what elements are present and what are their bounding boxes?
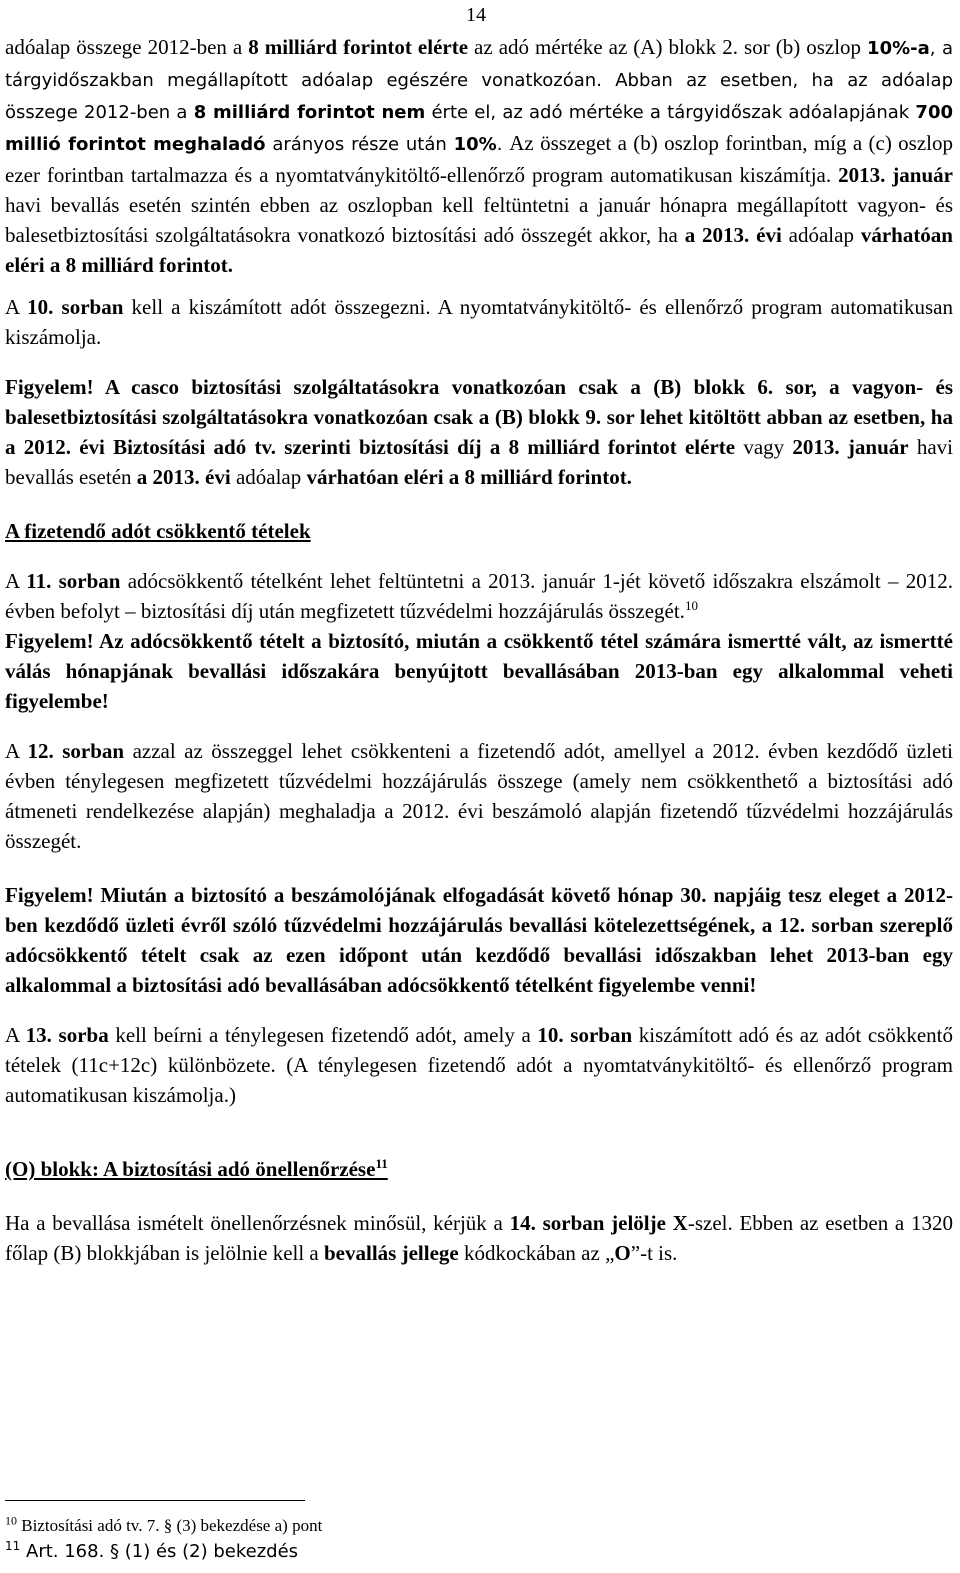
page-number: 14 (466, 4, 486, 26)
footnotes (5, 1514, 945, 1566)
section-heading-deductions: A fizetendő adót csökkentő tételek (5, 519, 311, 543)
paragraph-row-10: A 10. sorban kell a kiszámított adót összegezni. A nyomtatványkitöltő- és ellenőrző program automatikusan kiszámolja. (5, 295, 953, 349)
footnote-10: $^{10}$ Biztosítási adó tv. 7. § (3) bekezdése a) pont (5, 1513, 323, 1535)
section-heading-self-revision: (O) blokk: A biztosítási adó önellenőrzése$^{11}$ (5, 1156, 388, 1181)
footnote-11: $^{11}$ Art. 168. § (1) és (2) bekezdés (5, 1539, 299, 1562)
paragraph-warning-casco: Figyelem! A casco biztosítási szolgáltatásokra vonatkozóan csak a (B) blokk 6. sor, a vagyon- és balesetbiztosítási szolgáltatásokra vonatkozóan csak a (B) blokk 9. sor lehet kitöltött abban az esetben, ha a 2012. évi Biztosítási adó tv. szerinti biztosítási díj a 8 milliárd forintot elérte vagy 2013. január havi bevallás esetén a 2013. évi adóalap várhatóan eléri a 8 milliárd forintot. (5, 375, 953, 489)
document-body (5, 32, 953, 1268)
paragraph-row-12: A 12. sorban azzal az összeggel lehet csökkenteni a fizetendő adót, amellyel a 2012. évben kezdődő üzleti évben ténylegesen megfizetett tűzvédelmi hozzájárulás összege (amely nem csökkenthető a biztosítási adó átmeneti rendelkezése alapján) meghaladja a 2012. évi beszámoló alapján fizetendő tűzvédelmi hozzájárulás összegét. (5, 739, 953, 853)
paragraph-row-14: Ha a bevallása ismételt önellenőrzésnek minősül, kérjük a 14. sorban jelölje X-szel. Ebben az esetben a 1320 főlap (B) blokkjában is jelölnie kell a bevallás jellege kódkockában az „O”-t is. (5, 1211, 953, 1265)
paragraph-row-13: A 13. sorba kell beírni a ténylegesen fizetendő adót, amely a 10. sorban kiszámított adó és az adót csökkentő tételek (11c+12c) különbözete. (A ténylegesen fizetendő adót a nyomtatványkitöltő- és ellenőrző program automatikusan kiszámolja.) (5, 1023, 953, 1107)
paragraph-warning-deduction: Figyelem! Az adócsökkentő tételt a biztosító, miután a csökkentő tétel számára ismertté vált, az ismertté válás hónapjának bevallási időszakára benyújtott bevallásában 2013-ban egy alkalommal veheti figyelembe! (5, 629, 953, 713)
footnote-ref-11: 11 (375, 1156, 388, 1171)
paragraph-row-11: A 11. sorban adócsökkentő tételként lehet feltüntetni a 2013. január 1-jét követő időszakra elszámolt – 2012. évben befolyt – biztosítási díj után megfizetett tűzvédelmi hozzájárulás összegét.$^{10}$ (5, 569, 953, 623)
footnote-separator (5, 1500, 305, 1501)
footnote-ref-10: 10 (684, 598, 698, 613)
paragraph-tax-rate: adóalap összege 2012-ben a 8 milliárd forintot elérte az adó mértéke az (A) blokk 2. sor (b) oszlop 10%-a, a tárgyidőszakban megállapított adóalap egészére vonatkozóan. Abban az esetben, ha az adóalap összege 2012-ben a 8 milliárd forintot nem érte el, az adó mértéke a tárgyidőszak adóalapjának 700 millió forintot meghaladó arányos része után 10%. Az összeget a (b) oszlop forintban, míg a (c) oszlop ezer forintban tartalmazza és a nyomtatványkitöltő-ellenőrző program automatikusan kiszámítja. 2013. január havi bevallás esetén szintén ebben az oszlopban kell feltüntetni a január hónapra megállapított vagyon- és balesetbiztosítási szolgáltatásokra vonatkozó biztosítási adó összegét akkor, ha a 2013. évi adóalap várhatóan eléri a 8 milliárd forintot. (5, 35, 953, 277)
paragraph-warning-fire-contribution: Figyelem! Miután a biztosító a beszámolójának elfogadását követő hónap 30. napjáig tesz eleget a 2012-ben kezdődő üzleti évről szóló tűzvédelmi hozzájárulás bevallási kötelezettségének, a 12. sorban szereplő adócsökkentő tételt csak az ezen időpont után kezdődő bevallási időszakban lehet 2013-ban egy alkalommal a biztosítási adó bevallásában adócsökkentő tételként figyelembe venni! (5, 883, 953, 997)
